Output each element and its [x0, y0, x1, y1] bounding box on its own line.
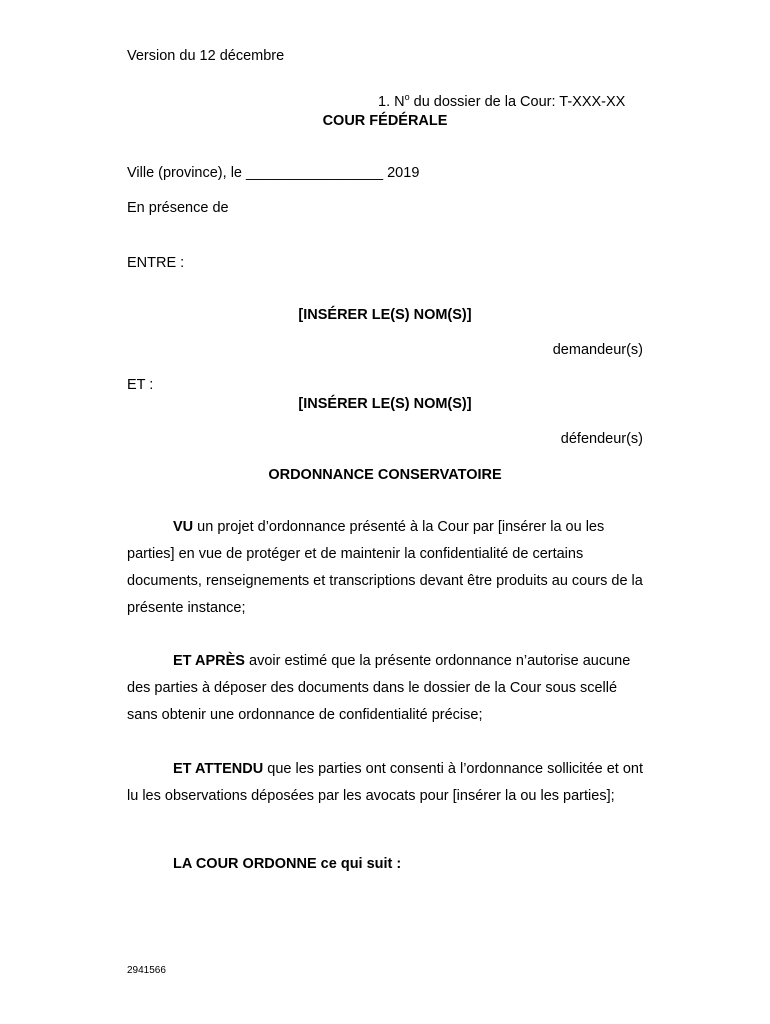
paragraph-text: que les parties ont consenti à l’ordonnance sollicitée et ont lu les observations déposées par les avocats pour [insérer la ou les parties]; [127, 761, 644, 804]
party2-name: [INSÉRER LE(S) NOM(S)] [298, 396, 472, 412]
court-orders-line: LA COUR ORDONNE ce qui suit : [173, 856, 402, 872]
place-date-line: Ville (province), le _________________ 2019 [127, 165, 420, 181]
party1-role: demandeur(s) [552, 342, 643, 358]
paragraph-et-attendu [127, 756, 643, 810]
between-label: ENTRE : [127, 255, 185, 271]
paragraph-lead: VU [173, 519, 194, 535]
presence-line: En présence de [127, 200, 229, 216]
and-label: ET : [127, 377, 154, 393]
file-number-prefix: 1. N [378, 94, 405, 110]
version-line: Version du 12 décembre [127, 48, 285, 64]
paragraph-text: un projet d’ordonnance présenté à la Cour par [insérer la ou les parties] en vue de protéger et de maintenir la confidentialité de certains documents, renseignements et transcriptions devant être produits au cours de la présente instance; [127, 519, 643, 616]
paragraph-lead: ET ATTENDU [173, 761, 264, 777]
paragraph-et-apres [127, 648, 643, 729]
party1-name: [INSÉRER LE(S) NOM(S)] [298, 307, 472, 323]
party2-role: défendeur(s) [560, 431, 643, 447]
paragraph-vu [127, 514, 643, 622]
document-code: 2941566 [127, 965, 166, 976]
paragraph-text: avoir estimé que la présente ordonnance n’autorise aucune des parties à déposer des documents dans le dossier de la Cour sous scellé sans obtenir une ordonnance de confidentialité précise; [127, 653, 631, 723]
order-title: ORDONNANCE CONSERVATOIRE [268, 467, 502, 483]
file-number-superscript: o [404, 92, 410, 103]
court-name: COUR FÉDÉRALE [322, 113, 448, 129]
court-file-number [378, 93, 625, 111]
paragraph-lead: ET APRÈS [173, 653, 245, 669]
file-number-rest: du dossier de la Cour: T-XXX-XX [409, 94, 626, 110]
